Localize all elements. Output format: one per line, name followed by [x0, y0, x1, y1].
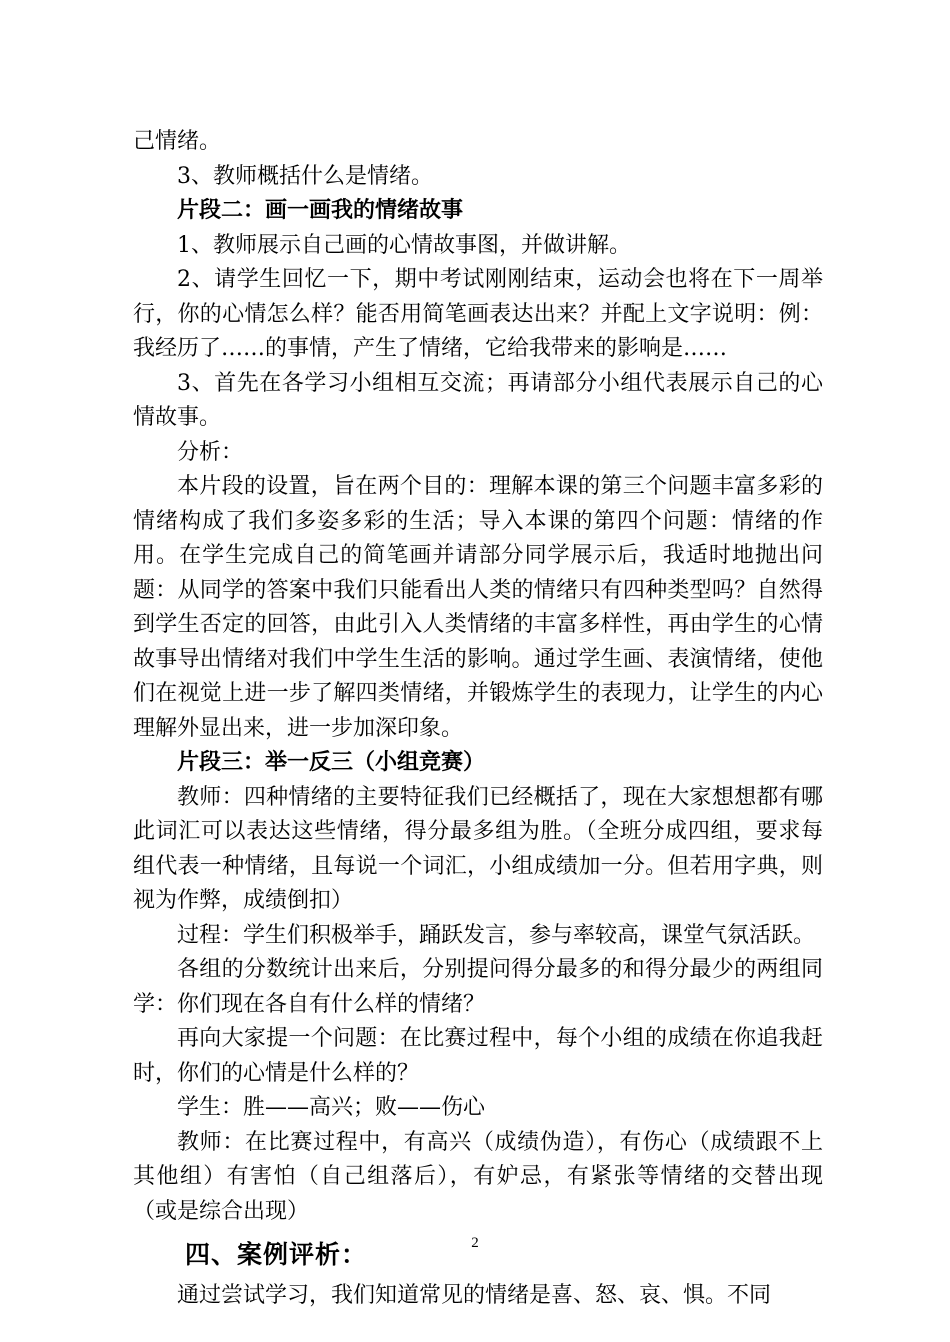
paragraph-teacher-summary: 3、教师概括什么是情绪。 — [177, 163, 433, 189]
paragraph-analysis-body: 本片段的设置，旨在两个目的：理解本课的第三个问题丰富多彩的情绪构成了我们多姿多彩的生活；导入本课的第四个问题：情绪的作用。在学生完成自己的简笔画并请部分同学展示后，我适时地抛出问题：从同学的答案中我们只能看出人类的情绪只有四种类型吗？自然得到学生否定的回答，由此引入人类情绪的丰富多样性，再由学生的心情故事导出情绪对我们中学生生活的影响。通过学生画、表演情绪，使他们在视觉上进一步了解四类情绪，并锻炼学生的表现力，让学生的内心理解外显出来，进一步加深印象。 — [133, 474, 823, 741]
paragraph-teacher-conclusion: 教师：在比赛过程中，有高兴（成绩伪造），有伤心（成绩跟不上其他组）有害怕（自己组落后），有妒忌，有紧张等情绪的交替出现（或是综合出现） — [133, 1129, 823, 1224]
paragraph-case-review-start: 通过尝试学习，我们知道常见的情绪是喜、怒、哀、惧。不同 — [177, 1283, 772, 1308]
segment-heading-three: 片段三：举一反三（小组竞赛） — [177, 750, 486, 775]
paragraph-teacher-competition: 教师：四种情绪的主要特征我们已经概括了，现在大家想想都有哪此词汇可以表达这些情绪，得分最多组为胜。（全班分成四组，要求每组代表一种情绪，且每说一个词汇，小组成绩加一分。但若用字典，则视为作弊，成绩倒扣） — [133, 784, 823, 913]
section-heading-case-review: 四、案例评析： — [185, 1240, 368, 1269]
segment-heading-two: 片段二：画一画我的情绪故事 — [177, 198, 464, 223]
paragraph-score-question: 各组的分数统计出来后，分别提问得分最多的和得分最少的两组同学：你们现在各自有什么样的情绪？ — [133, 957, 823, 1017]
paragraph-student-answer: 学生：胜——高兴；败——伤心 — [177, 1095, 486, 1120]
paragraph-analysis-label: 分析： — [177, 439, 244, 465]
document-body — [133, 125, 823, 1314]
paragraph-teacher-demo: 1、教师展示自己画的心情故事图，并做讲解。 — [177, 232, 631, 258]
paragraph-group-exchange: 3、首先在各学习小组相互交流；再请部分小组代表展示自己的心情故事。 — [133, 370, 823, 430]
page-number: 2 — [471, 1235, 479, 1251]
paragraph-student-recall: 2、请学生回忆一下，期中考试刚刚结束，运动会也将在下一周举行，你的心情怎么样？能否用简笔画表达出来？并配上文字说明：例：我经历了……的事情，产生了情绪，它给我带来的影响是…… — [133, 267, 823, 361]
paragraph-follow-up-question: 再向大家提一个问题：在比赛过程中，每个小组的成绩在你追我赶时，你们的心情是什么样的？ — [133, 1026, 823, 1086]
paragraph-continuation: 己情绪。 — [133, 129, 222, 154]
paragraph-process: 过程：学生们积极举手，踊跃发言，参与率较高，课堂气氛活跃。 — [177, 922, 816, 948]
